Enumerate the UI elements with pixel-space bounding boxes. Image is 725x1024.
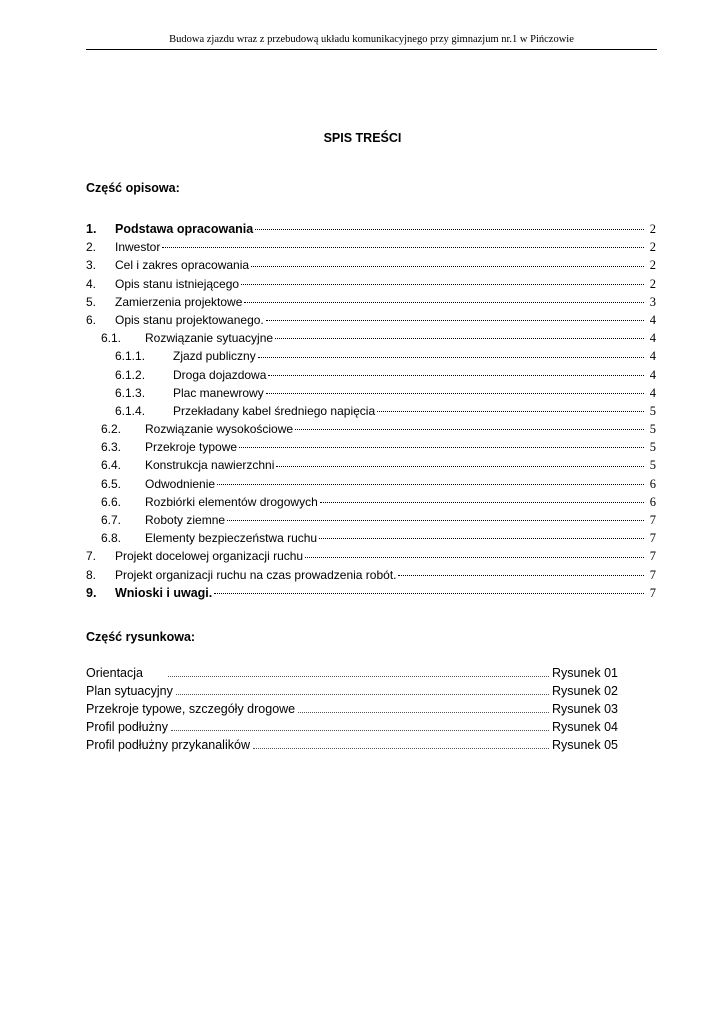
toc-entry-number: 6.2.: [101, 422, 122, 437]
dot-leader: [168, 675, 549, 677]
toc-entry-number: 6.: [86, 312, 97, 327]
toc-entry-label: Rozbiórki elementów drogowych: [145, 494, 318, 509]
dot-leader: [244, 301, 644, 303]
toc-entry-number: 7.: [86, 549, 97, 564]
dot-leader: [298, 711, 549, 713]
toc-entry[interactable]: [86, 238, 656, 256]
dot-leader: [217, 483, 644, 485]
dot-leader: [227, 519, 644, 521]
toc-entry[interactable]: [86, 566, 656, 584]
drawing-entry-number: Rysunek 01: [551, 666, 618, 680]
page-header: Budowa zjazdu wraz z przebudową układu komunikacyjnego przy gimnazjum nr.1 w Pińczowie: [169, 34, 574, 45]
drawing-entry-label: Profil podłużny przykanalików: [86, 738, 250, 752]
drawing-entry[interactable]: [86, 664, 618, 682]
toc-entry-number: 2.: [86, 240, 97, 255]
toc-entry[interactable]: [86, 220, 656, 238]
dot-leader: [320, 501, 644, 503]
toc-entry-number: 3.: [86, 258, 97, 273]
toc-entry-label: Projekt docelowej organizacji ruchu: [115, 549, 304, 564]
toc-entry-page: 2: [649, 276, 656, 291]
toc-entry-page: 4: [649, 331, 656, 346]
toc-entry-number: 6.1.3.: [115, 385, 146, 400]
toc-entry-label: Przekroje typowe: [145, 440, 238, 455]
drawing-entry[interactable]: [86, 718, 618, 736]
toc-entry-label: Roboty ziemne: [145, 513, 226, 527]
toc-entry-number: 8.: [86, 567, 97, 582]
toc-entry-page: 5: [649, 440, 656, 455]
toc-entry-page: 2: [649, 240, 656, 255]
toc-entry-page: 2: [649, 258, 656, 273]
toc-entry-number: 1.: [86, 222, 97, 236]
toc-entry-number: 6.1.: [101, 331, 122, 346]
toc-entry-number: 6.1.4.: [115, 403, 146, 418]
table-of-contents: [86, 220, 656, 602]
drawing-entry-label: Przekroje typowe, szczegóły drogowe: [86, 702, 296, 716]
toc-entry-page: 6: [649, 476, 656, 491]
drawing-entry-number: Rysunek 02: [551, 684, 618, 698]
toc-entry-page: 4: [649, 349, 656, 364]
drawing-entry-label: Orientacja: [86, 666, 143, 680]
toc-entry[interactable]: [86, 511, 656, 529]
toc-entry[interactable]: [86, 475, 656, 493]
dot-leader: [398, 574, 644, 576]
drawing-entry[interactable]: [86, 700, 618, 718]
dot-leader: [305, 556, 644, 558]
toc-entry[interactable]: [86, 493, 656, 511]
toc-entry-label: Projekt organizacji ruchu na czas prowadzenia robót.: [115, 567, 397, 582]
toc-entry-label: Rozwiązanie sytuacyjne: [145, 331, 274, 346]
toc-entry-label: Cel i zakres opracowania: [115, 258, 250, 273]
toc-entry-label: Przekładany kabel średniego napięcia: [173, 403, 376, 418]
toc-entry[interactable]: [86, 293, 656, 311]
dot-leader: [377, 410, 644, 412]
dot-leader: [276, 465, 644, 467]
toc-entry-label: Konstrukcja nawierzchni: [145, 458, 275, 473]
toc-entry-label: Droga dojazdowa: [173, 367, 267, 382]
toc-entry-page: 7: [649, 549, 656, 564]
toc-entry[interactable]: [86, 402, 656, 420]
toc-entry-page: 5: [649, 422, 656, 437]
dot-leader: [162, 246, 644, 248]
toc-entry-page: 7: [649, 513, 656, 527]
drawings-section-heading: Część rysunkowa:: [86, 630, 196, 644]
toc-entry-page: 4: [649, 367, 656, 382]
document-title: SPIS TREŚCI: [323, 131, 402, 145]
toc-entry-label: Inwestor: [115, 240, 161, 255]
dot-leader: [241, 283, 644, 285]
toc-entry-label: Zamierzenia projektowe: [115, 294, 243, 309]
toc-entry-page: 2: [649, 222, 656, 236]
toc-entry-number: 9.: [86, 585, 97, 600]
drawing-entry-label: Profil podłużny: [86, 720, 168, 734]
dot-leader: [253, 747, 549, 749]
toc-entry[interactable]: [86, 311, 656, 329]
toc-entry-number: 6.8.: [101, 531, 122, 546]
dot-leader: [266, 319, 644, 321]
toc-entry[interactable]: [86, 329, 656, 347]
toc-entry-label: Opis stanu istniejącego: [115, 276, 240, 291]
toc-entry-page: 3: [649, 294, 656, 309]
toc-entry-page: 7: [649, 567, 656, 582]
dot-leader: [239, 446, 644, 448]
toc-entry-page: 5: [649, 403, 656, 418]
dot-leader: [319, 537, 644, 539]
toc-entry-number: 6.6.: [101, 494, 122, 509]
toc-entry-label: Wnioski i uwagi.: [115, 585, 213, 600]
header-rule: [86, 49, 657, 50]
toc-entry-label: Odwodnienie: [145, 476, 216, 491]
toc-entry[interactable]: [86, 384, 656, 402]
drawing-entry-number: Rysunek 05: [551, 738, 618, 752]
toc-entry-page: 4: [649, 312, 656, 327]
toc-entry[interactable]: [86, 420, 656, 438]
dot-leader: [214, 592, 644, 594]
toc-entry-number: 6.1.1.: [115, 349, 146, 364]
drawing-entry[interactable]: [86, 682, 618, 700]
toc-entry[interactable]: [86, 438, 656, 456]
toc-entry[interactable]: [86, 584, 656, 602]
drawings-list: [86, 664, 618, 754]
descriptive-section-heading: Część opisowa:: [86, 181, 180, 195]
toc-entry[interactable]: [86, 529, 656, 547]
toc-entry-page: 5: [649, 458, 656, 473]
dot-leader: [268, 374, 644, 376]
toc-entry-label: Podstawa opracowania: [115, 222, 254, 236]
toc-entry-number: 5.: [86, 294, 97, 309]
toc-entry-label: Plac manewrowy: [173, 385, 264, 400]
toc-entry-number: 6.3.: [101, 440, 122, 455]
dot-leader: [295, 428, 644, 430]
drawing-entry-label: Plan sytuacyjny: [86, 684, 173, 698]
dot-leader: [176, 693, 549, 695]
toc-entry-label: Elementy bezpieczeństwa ruchu: [145, 531, 318, 546]
toc-entry[interactable]: [86, 347, 656, 365]
dot-leader: [266, 392, 644, 394]
toc-entry-number: 6.4.: [101, 458, 122, 473]
dot-leader: [251, 265, 644, 267]
dot-leader: [258, 356, 644, 358]
toc-entry-label: Zjazd publiczny: [173, 349, 256, 364]
toc-entry-page: 6: [649, 494, 656, 509]
dot-leader: [255, 228, 644, 230]
toc-entry-page: 7: [649, 585, 656, 600]
toc-entry[interactable]: [86, 275, 656, 293]
toc-entry-label: Rozwiązanie wysokościowe: [145, 422, 294, 437]
toc-entry[interactable]: [86, 256, 656, 274]
drawing-entry-number: Rysunek 03: [551, 702, 618, 716]
toc-entry-page: 7: [649, 531, 656, 546]
toc-entry[interactable]: [86, 366, 656, 384]
toc-entry-number: 6.5.: [101, 476, 122, 491]
dot-leader: [171, 729, 549, 731]
drawing-entry-number: Rysunek 04: [551, 720, 618, 734]
toc-entry-page: 4: [649, 385, 656, 400]
toc-entry-number: 4.: [86, 276, 97, 291]
toc-entry[interactable]: [86, 456, 656, 474]
drawing-entry[interactable]: [86, 736, 618, 754]
toc-entry-number: 6.1.2.: [115, 367, 146, 382]
dot-leader: [275, 337, 644, 339]
toc-entry-label: Opis stanu projektowanego.: [115, 312, 264, 327]
toc-entry[interactable]: [86, 547, 656, 565]
toc-entry-number: 6.7.: [101, 513, 122, 527]
